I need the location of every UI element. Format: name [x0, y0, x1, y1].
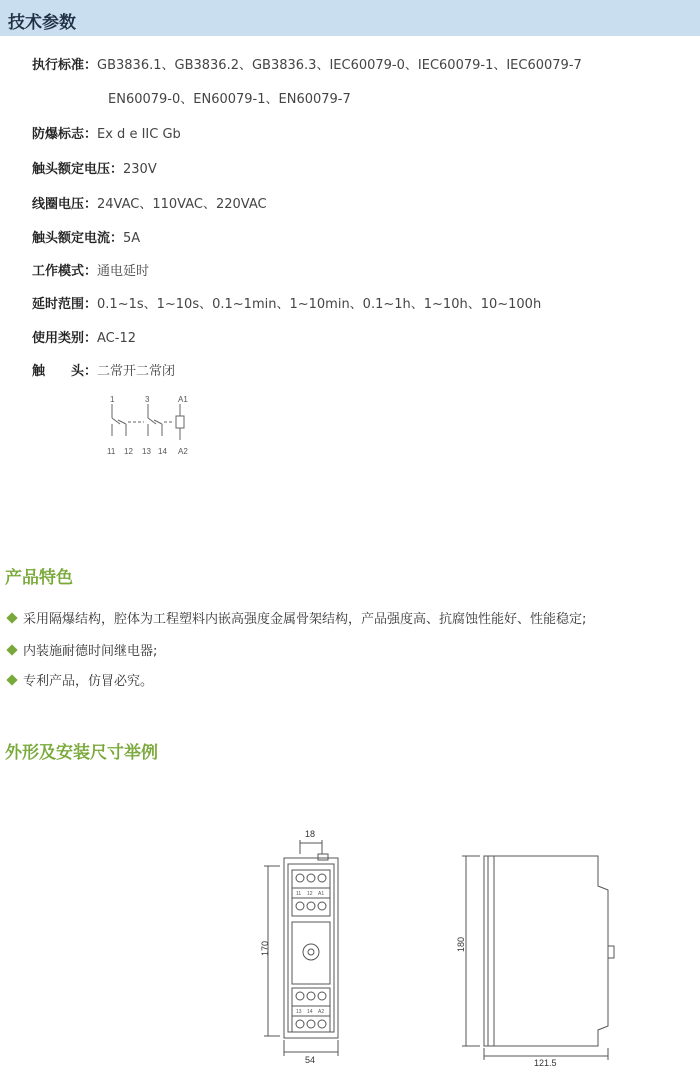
terminal-label-12: 12 [124, 447, 133, 456]
features-title: 产品特色 [5, 568, 73, 588]
dim-front-height: 170 [260, 940, 270, 956]
feature-text: 专利产品，仿冒必究。 [23, 674, 154, 689]
feature-item [6, 670, 153, 689]
bullet-diamond-icon [6, 674, 17, 685]
spec-row-contact-voltage [32, 158, 157, 177]
spec-row-range [32, 293, 541, 312]
terminal-mark: 11 [296, 891, 302, 897]
feature-item [6, 608, 586, 627]
dimensions-title: 外形及安装尺寸举例 [5, 743, 158, 763]
coil-voltage-label: 线圈电压： [32, 197, 98, 212]
dim-side-depth: 121.5 [534, 1058, 557, 1066]
terminal-mark: 13 [296, 1009, 302, 1015]
feature-text: 采用隔爆结构，腔体为工程塑料内嵌高强度金属骨架结构，产品强度高、抗腐蚀性能好、性能稳定; [23, 612, 587, 627]
dim-side-height: 180 [456, 936, 466, 952]
range-label: 延时范围： [32, 297, 98, 312]
contact-voltage-label: 触头额定电压： [32, 162, 124, 177]
terminal-label-13: 13 [142, 447, 151, 456]
terminal-mark: 12 [307, 891, 313, 897]
dim-front-width: 54 [305, 1055, 316, 1065]
tech-params-title: 技术参数 [8, 13, 76, 33]
terminal-label-a2: A2 [178, 447, 188, 456]
tech-params-header [0, 0, 700, 36]
spec-row-coil-voltage [32, 193, 267, 212]
front-view-drawing [240, 826, 360, 1066]
terminal-label-14: 14 [158, 447, 167, 456]
standard-label: 执行标准： [32, 58, 98, 73]
spec-row-explosion [32, 123, 181, 142]
mode-value: 通电延时 [97, 264, 150, 279]
contact-voltage-value: 230V [123, 162, 157, 177]
bullet-diamond-icon [6, 644, 17, 655]
contact-current-value: 5A [123, 231, 141, 246]
terminal-mark: A1 [318, 891, 325, 897]
terminal-label-3: 3 [145, 395, 150, 404]
category-value: AC-12 [97, 331, 136, 346]
spec-row-contact-current [32, 227, 140, 246]
explosion-label: 防爆标志： [32, 127, 98, 142]
spec-row-standard [32, 54, 582, 73]
explosion-value: Ex d e IIC Gb [97, 127, 181, 142]
contact-current-label: 触头额定电流： [32, 231, 124, 246]
terminal-mark: A2 [318, 1009, 325, 1015]
terminal-label-11: 11 [107, 447, 116, 456]
coil-voltage-value: 24VAC、110VAC、220VAC [97, 197, 267, 212]
feature-text: 内装施耐德时间继电器; [23, 644, 158, 659]
terminal-label-a1: A1 [178, 395, 188, 404]
range-value: 0.1~1s、1~10s、0.1~1min、1~10min、0.1~1h、1~10h、10~100h [97, 297, 542, 312]
spec-row-category [32, 327, 136, 346]
category-label: 使用类别： [32, 331, 98, 346]
wiring-diagram [104, 392, 214, 462]
contacts-value: 二常开二常闭 [97, 364, 176, 379]
standard-value-line2: EN60079-0、EN60079-1、EN60079-7 [108, 92, 351, 107]
dim-top-width: 18 [305, 829, 316, 839]
spec-row-mode [32, 260, 149, 279]
spec-row-standard-cont [108, 88, 351, 107]
standard-value-line1: GB3836.1、GB3836.2、GB3836.3、IEC60079-0、IEC60079-1、IEC60079-7 [97, 58, 582, 73]
feature-item [6, 640, 157, 659]
terminal-label-1: 1 [110, 395, 115, 404]
contacts-label: 触 头： [32, 364, 98, 379]
terminal-mark: 14 [307, 1009, 313, 1015]
bullet-diamond-icon [6, 612, 17, 623]
mode-label: 工作模式： [32, 264, 98, 279]
side-view-drawing [440, 826, 620, 1066]
spec-row-contacts [32, 360, 175, 379]
